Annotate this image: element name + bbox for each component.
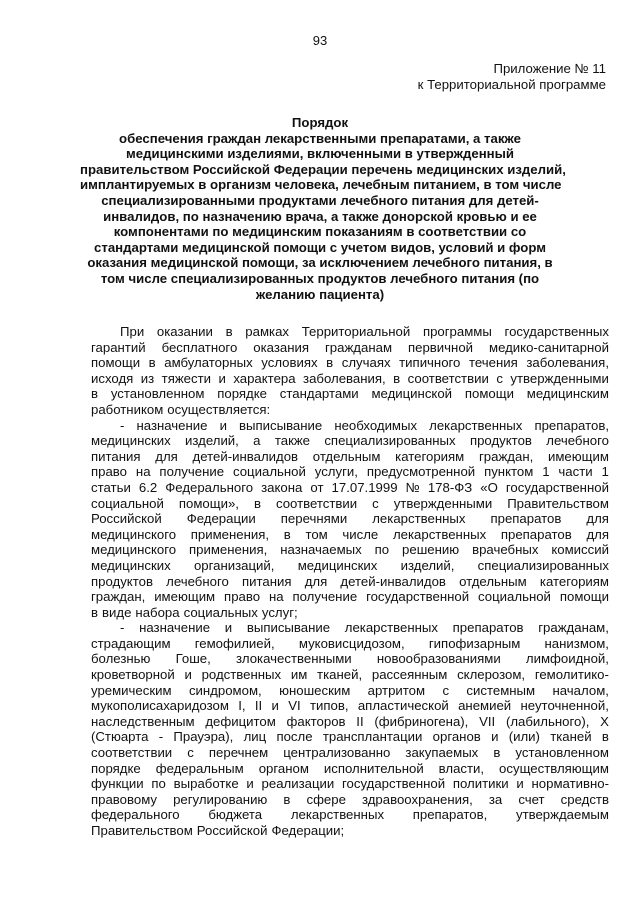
word: лекарственных (392, 526, 487, 542)
word: условиях (261, 355, 318, 371)
word: лечебного (166, 573, 229, 589)
word: лечебного (546, 433, 609, 449)
word: решению (402, 542, 460, 558)
word: типичного (399, 355, 461, 371)
appendix-reference: к Территориальной программе (417, 77, 606, 92)
word: детей-инвалидов (192, 448, 299, 464)
word: гражданам (325, 339, 393, 355)
word: функции (91, 776, 144, 792)
word: оказания (253, 339, 310, 355)
word: системным (466, 682, 536, 698)
word: программы (422, 324, 492, 339)
word: апластической (357, 698, 449, 714)
paragraph (91, 418, 609, 621)
word: государственной (366, 589, 470, 605)
word: утвержденными (393, 495, 493, 511)
text-line (91, 371, 609, 387)
word: «О (480, 479, 498, 495)
word: социальной (232, 464, 306, 480)
word: право (91, 464, 128, 480)
word: назначение (139, 620, 211, 636)
word: лиц (243, 729, 267, 745)
word: а (253, 433, 261, 449)
word: медицинских (91, 557, 171, 573)
word: родственных (201, 667, 282, 683)
word: новообразованиями (376, 651, 501, 667)
word: гипофизарным (428, 635, 521, 651)
text-line (91, 574, 609, 590)
word: социальной (478, 589, 551, 605)
title-line: желанию пациента) (255, 286, 385, 302)
word: синдромом, (188, 682, 262, 698)
word: перечнем (208, 745, 269, 761)
word: государственных (504, 324, 609, 339)
word: власти, (438, 760, 485, 776)
word: в (148, 355, 156, 371)
word: злокачественными (235, 651, 352, 667)
page-number: 93 (312, 33, 328, 48)
word: рамках (245, 324, 290, 339)
word: - (120, 620, 125, 636)
word: и (491, 729, 499, 745)
text-line (91, 464, 609, 480)
word: сфере (306, 791, 346, 807)
word: заболевания, (526, 355, 609, 371)
word: в (225, 324, 233, 339)
word: отдельным (459, 573, 527, 589)
word: политики (452, 776, 509, 792)
word: тканей, (317, 667, 363, 683)
word: набора (135, 604, 180, 620)
word: средств (560, 791, 609, 807)
text-line (91, 511, 609, 527)
word: Федерального (165, 479, 254, 495)
text-line (91, 340, 609, 356)
word: регулированию (173, 791, 268, 807)
word: лекарственных (429, 417, 523, 433)
word: Гоше, (175, 651, 211, 667)
word: для (586, 526, 609, 542)
title-line: обеспечения граждан лекарственными препаратами, а также (119, 130, 521, 146)
word: Территориальной (301, 324, 411, 339)
word: кроветворной (91, 667, 175, 683)
word: в (283, 526, 291, 542)
word: с (496, 370, 503, 386)
word: в (91, 604, 99, 620)
document-body (91, 324, 609, 839)
word: 1 (542, 464, 550, 480)
word: детей-инвалидов (340, 573, 446, 589)
word: специализированных (324, 433, 456, 449)
word: том (305, 526, 328, 542)
word: медицинского (91, 542, 177, 558)
word: - (158, 729, 164, 745)
word: лекарственных (290, 807, 385, 823)
word: и (224, 620, 233, 636)
word: II (356, 713, 364, 729)
word: закупаемых (405, 745, 479, 761)
word: (или) (508, 729, 540, 745)
word: № (405, 479, 420, 495)
word: назначение (136, 417, 208, 433)
appendix-number: Приложение № 11 (493, 61, 606, 76)
title-line: компонентами по медицинским показаниям в соответствии со (113, 224, 527, 240)
text-line (91, 496, 609, 512)
word: помощи (559, 589, 609, 605)
word: органов (432, 729, 481, 745)
word: препаратов (490, 511, 562, 527)
word: медицинских (297, 557, 378, 573)
word: бюджета (208, 807, 263, 823)
word: из (140, 370, 155, 386)
word: Прауэра), (173, 729, 234, 745)
word: с (372, 495, 379, 511)
word: препаратов, (412, 807, 488, 823)
word: склерозом, (457, 667, 526, 683)
word: 17.07.1999 (331, 479, 398, 495)
word: и (184, 667, 192, 683)
word: Федерации (186, 511, 256, 527)
text-line (91, 418, 609, 434)
text-line (91, 386, 609, 402)
word: перечнями (280, 511, 348, 527)
word: установленном (110, 386, 205, 402)
word: Федерации; (271, 823, 345, 838)
word: органом (258, 760, 309, 776)
word: и (516, 776, 524, 792)
text-line (91, 807, 609, 823)
word: помощи (464, 386, 514, 402)
word: медико-санитарной (489, 339, 609, 355)
word: лимфоидной, (525, 651, 609, 667)
text-line (91, 527, 609, 543)
text-line (91, 480, 609, 496)
word: организаций, (193, 557, 275, 573)
word: категориям (395, 448, 465, 464)
word: соответствии (91, 745, 173, 761)
word: им (290, 667, 308, 683)
word: выработке (173, 776, 239, 792)
word: II (254, 698, 263, 714)
word: оказании (156, 324, 213, 339)
word: и (218, 370, 226, 386)
word: Правительством (507, 495, 609, 511)
word: тканей (550, 729, 592, 745)
word: за (488, 791, 503, 807)
word: также (274, 433, 310, 449)
text-line (91, 449, 609, 465)
word: продуктов (469, 433, 532, 449)
word: X (600, 713, 609, 729)
word: препаратов, (534, 417, 609, 433)
word: лекарственных (372, 511, 466, 527)
paragraph (91, 620, 609, 838)
word: рассеянным (371, 667, 448, 683)
word: в (326, 355, 334, 371)
text-line (91, 792, 609, 808)
text-line (91, 698, 609, 714)
text-line (91, 667, 609, 683)
word: Российской (196, 823, 268, 838)
word: утвержденными (510, 370, 609, 386)
word: для (304, 573, 328, 589)
word: неуточненной, (520, 698, 609, 714)
word: Российской (91, 511, 162, 527)
word: врачебных (472, 542, 539, 558)
word: получение (159, 464, 225, 480)
word: установленном (515, 745, 609, 761)
text-line (91, 620, 609, 636)
word: муковисцидозом, (298, 635, 405, 651)
word: анемией (458, 698, 512, 714)
title-line: медицинскими изделиями, включенными в утвержденный (126, 146, 514, 162)
word: - (120, 417, 125, 433)
word: пунктом (484, 464, 534, 480)
word: изделий, (400, 557, 455, 573)
word: на (135, 464, 151, 480)
word: типов, (309, 698, 349, 714)
word: числе (342, 526, 379, 542)
word: При (120, 324, 145, 339)
word: граждан, (91, 589, 146, 605)
word: медицинских (91, 433, 171, 449)
text-line (91, 589, 609, 605)
word: счет (518, 791, 545, 807)
word: социальных (183, 604, 258, 620)
paragraph (91, 324, 609, 418)
word: федеральным (155, 760, 244, 776)
document-title (80, 115, 566, 302)
title-line: правительством Российской Федерации перечень медицинских изделий, (80, 161, 566, 177)
word: продуктов (91, 573, 153, 589)
word: питания (242, 573, 292, 589)
text-line (91, 714, 609, 730)
text-line (91, 433, 609, 449)
word: (фибриногена), (374, 713, 469, 729)
word: граждан, (478, 448, 534, 464)
word: гемофилией, (194, 635, 275, 651)
word: факторов (286, 713, 346, 729)
word: отдельным (312, 448, 381, 464)
word: государственной (505, 479, 609, 495)
word: по (374, 542, 390, 558)
text-line (91, 651, 609, 667)
word: характера (233, 370, 296, 386)
word: исходя (91, 370, 134, 386)
word: наследственным (91, 713, 195, 729)
word: выписывание (239, 417, 323, 433)
word: с (442, 682, 450, 698)
word: соответствии (407, 370, 489, 386)
word: для (155, 448, 178, 464)
word: медицинской (371, 386, 453, 402)
word: гарантий (91, 339, 146, 355)
word: трансплантации (322, 729, 423, 745)
word: артритом (367, 682, 426, 698)
word: назначаемых (280, 542, 362, 558)
text-line (91, 761, 609, 777)
word: централизованно (283, 745, 391, 761)
word: Правительством (91, 823, 193, 838)
word: заболевания, (303, 370, 386, 386)
word: медицинского (91, 526, 177, 542)
word: получение (292, 589, 358, 605)
word: в (283, 791, 291, 807)
word: по (151, 776, 166, 792)
word: в (253, 495, 261, 511)
word: лекарственных (344, 620, 438, 636)
text-line (91, 558, 609, 574)
word: 178-ФЗ (427, 479, 473, 495)
word: медицинским (526, 386, 609, 402)
word: болезнью (91, 651, 151, 667)
word: и (219, 417, 227, 433)
text-line (91, 324, 609, 340)
title-line: имплантируемых в организм человека, лечебным питанием, в том числе (80, 177, 562, 193)
text-line (91, 636, 609, 652)
word: бесплатного (161, 339, 238, 355)
word: после (276, 729, 313, 745)
word: (лабильного), (505, 713, 590, 729)
word: федерального (91, 807, 180, 823)
word: комиссий (551, 542, 609, 558)
word: гражданам, (538, 620, 609, 636)
word: препаратов (452, 620, 524, 636)
word: VI (288, 698, 301, 714)
word: осуществляется: (167, 401, 271, 417)
word: началом, (552, 682, 609, 698)
title-line: специализированными продуктами лечебного питания для детей- (101, 192, 539, 208)
word: исполнительной (323, 760, 424, 776)
title-line: оказания медицинской помощи, за исключением лечебного питания, в (87, 255, 553, 271)
word: здравоохранения, (361, 791, 473, 807)
word: и (271, 698, 279, 714)
word: первичной (407, 339, 474, 355)
word: закона (261, 479, 303, 495)
text-line (91, 729, 609, 745)
word: мукополисахаридозом (91, 698, 229, 714)
word: государственной (342, 776, 446, 792)
word: для (586, 511, 609, 527)
text-line (91, 823, 609, 839)
word: питания (91, 448, 141, 464)
word: (Стюарта (91, 729, 149, 745)
word: с (187, 745, 194, 761)
word: нанизмом, (544, 635, 609, 651)
word: помощи», (178, 495, 239, 511)
word: правовому (91, 791, 158, 807)
word: I, (238, 698, 246, 714)
word: юношеским (279, 682, 351, 698)
word: необходимых (334, 417, 418, 433)
word: амбулаторных (164, 355, 253, 371)
word: специализированных (477, 557, 609, 573)
word: помощи (91, 355, 141, 371)
word: осуществляющим (499, 760, 609, 776)
word: уремическим (91, 682, 172, 698)
word: реализации (261, 776, 335, 792)
word: в (393, 370, 401, 386)
title-line: инвалидов, по назначению врача, а также донорской кровью и ее (103, 208, 537, 224)
word: VII (479, 713, 496, 729)
word: нормативно- (531, 776, 609, 792)
word: предусмотренной (366, 464, 476, 480)
word: выписывание (246, 620, 331, 636)
word: течения (468, 355, 518, 371)
word: виде (102, 604, 132, 620)
word: категориям (539, 573, 609, 589)
text-line (91, 542, 609, 558)
word: на (268, 589, 284, 605)
word: услуг; (261, 604, 298, 620)
word: имеющим (154, 589, 216, 605)
word: социальной (91, 495, 164, 511)
word: имеющим (548, 448, 609, 464)
word: порядке (217, 386, 267, 402)
word: от (310, 479, 324, 495)
word: в (493, 745, 501, 761)
text-line (91, 776, 609, 792)
word: дефицитом (205, 713, 276, 729)
text-line (91, 355, 609, 371)
word: 1 (601, 464, 609, 480)
word: тяжести (161, 370, 211, 386)
word: препаратов (500, 526, 572, 542)
word: в (91, 386, 99, 402)
word: стандартами (279, 386, 359, 402)
word: применения, (190, 526, 270, 542)
word: статьи (91, 479, 131, 495)
word: утверждаемым (515, 807, 609, 823)
text-line (91, 745, 609, 761)
word: соответствии (275, 495, 358, 511)
word: части (558, 464, 593, 480)
text-line (91, 402, 609, 418)
word: работником (91, 401, 164, 417)
word: услуги, (314, 464, 358, 480)
word: и (246, 776, 254, 792)
word: право (224, 589, 261, 605)
word: в (601, 729, 609, 745)
title-line: стандартами медицинской помощи с учетом видов, условий и форм (94, 239, 546, 255)
word: гемолитико- (534, 667, 609, 683)
word: случаях (341, 355, 391, 371)
text-line (91, 605, 609, 621)
appendix-caption (418, 61, 606, 93)
word: применения, (188, 542, 268, 558)
text-line (91, 683, 609, 699)
word: страдающим (91, 635, 171, 651)
title-line: том числе специализированных продуктов лечебного питания (по (100, 270, 540, 286)
word: порядке (91, 760, 141, 776)
word: изделий, (185, 433, 239, 449)
word: 6.2 (138, 479, 158, 495)
title-heading: Порядок (291, 115, 349, 130)
